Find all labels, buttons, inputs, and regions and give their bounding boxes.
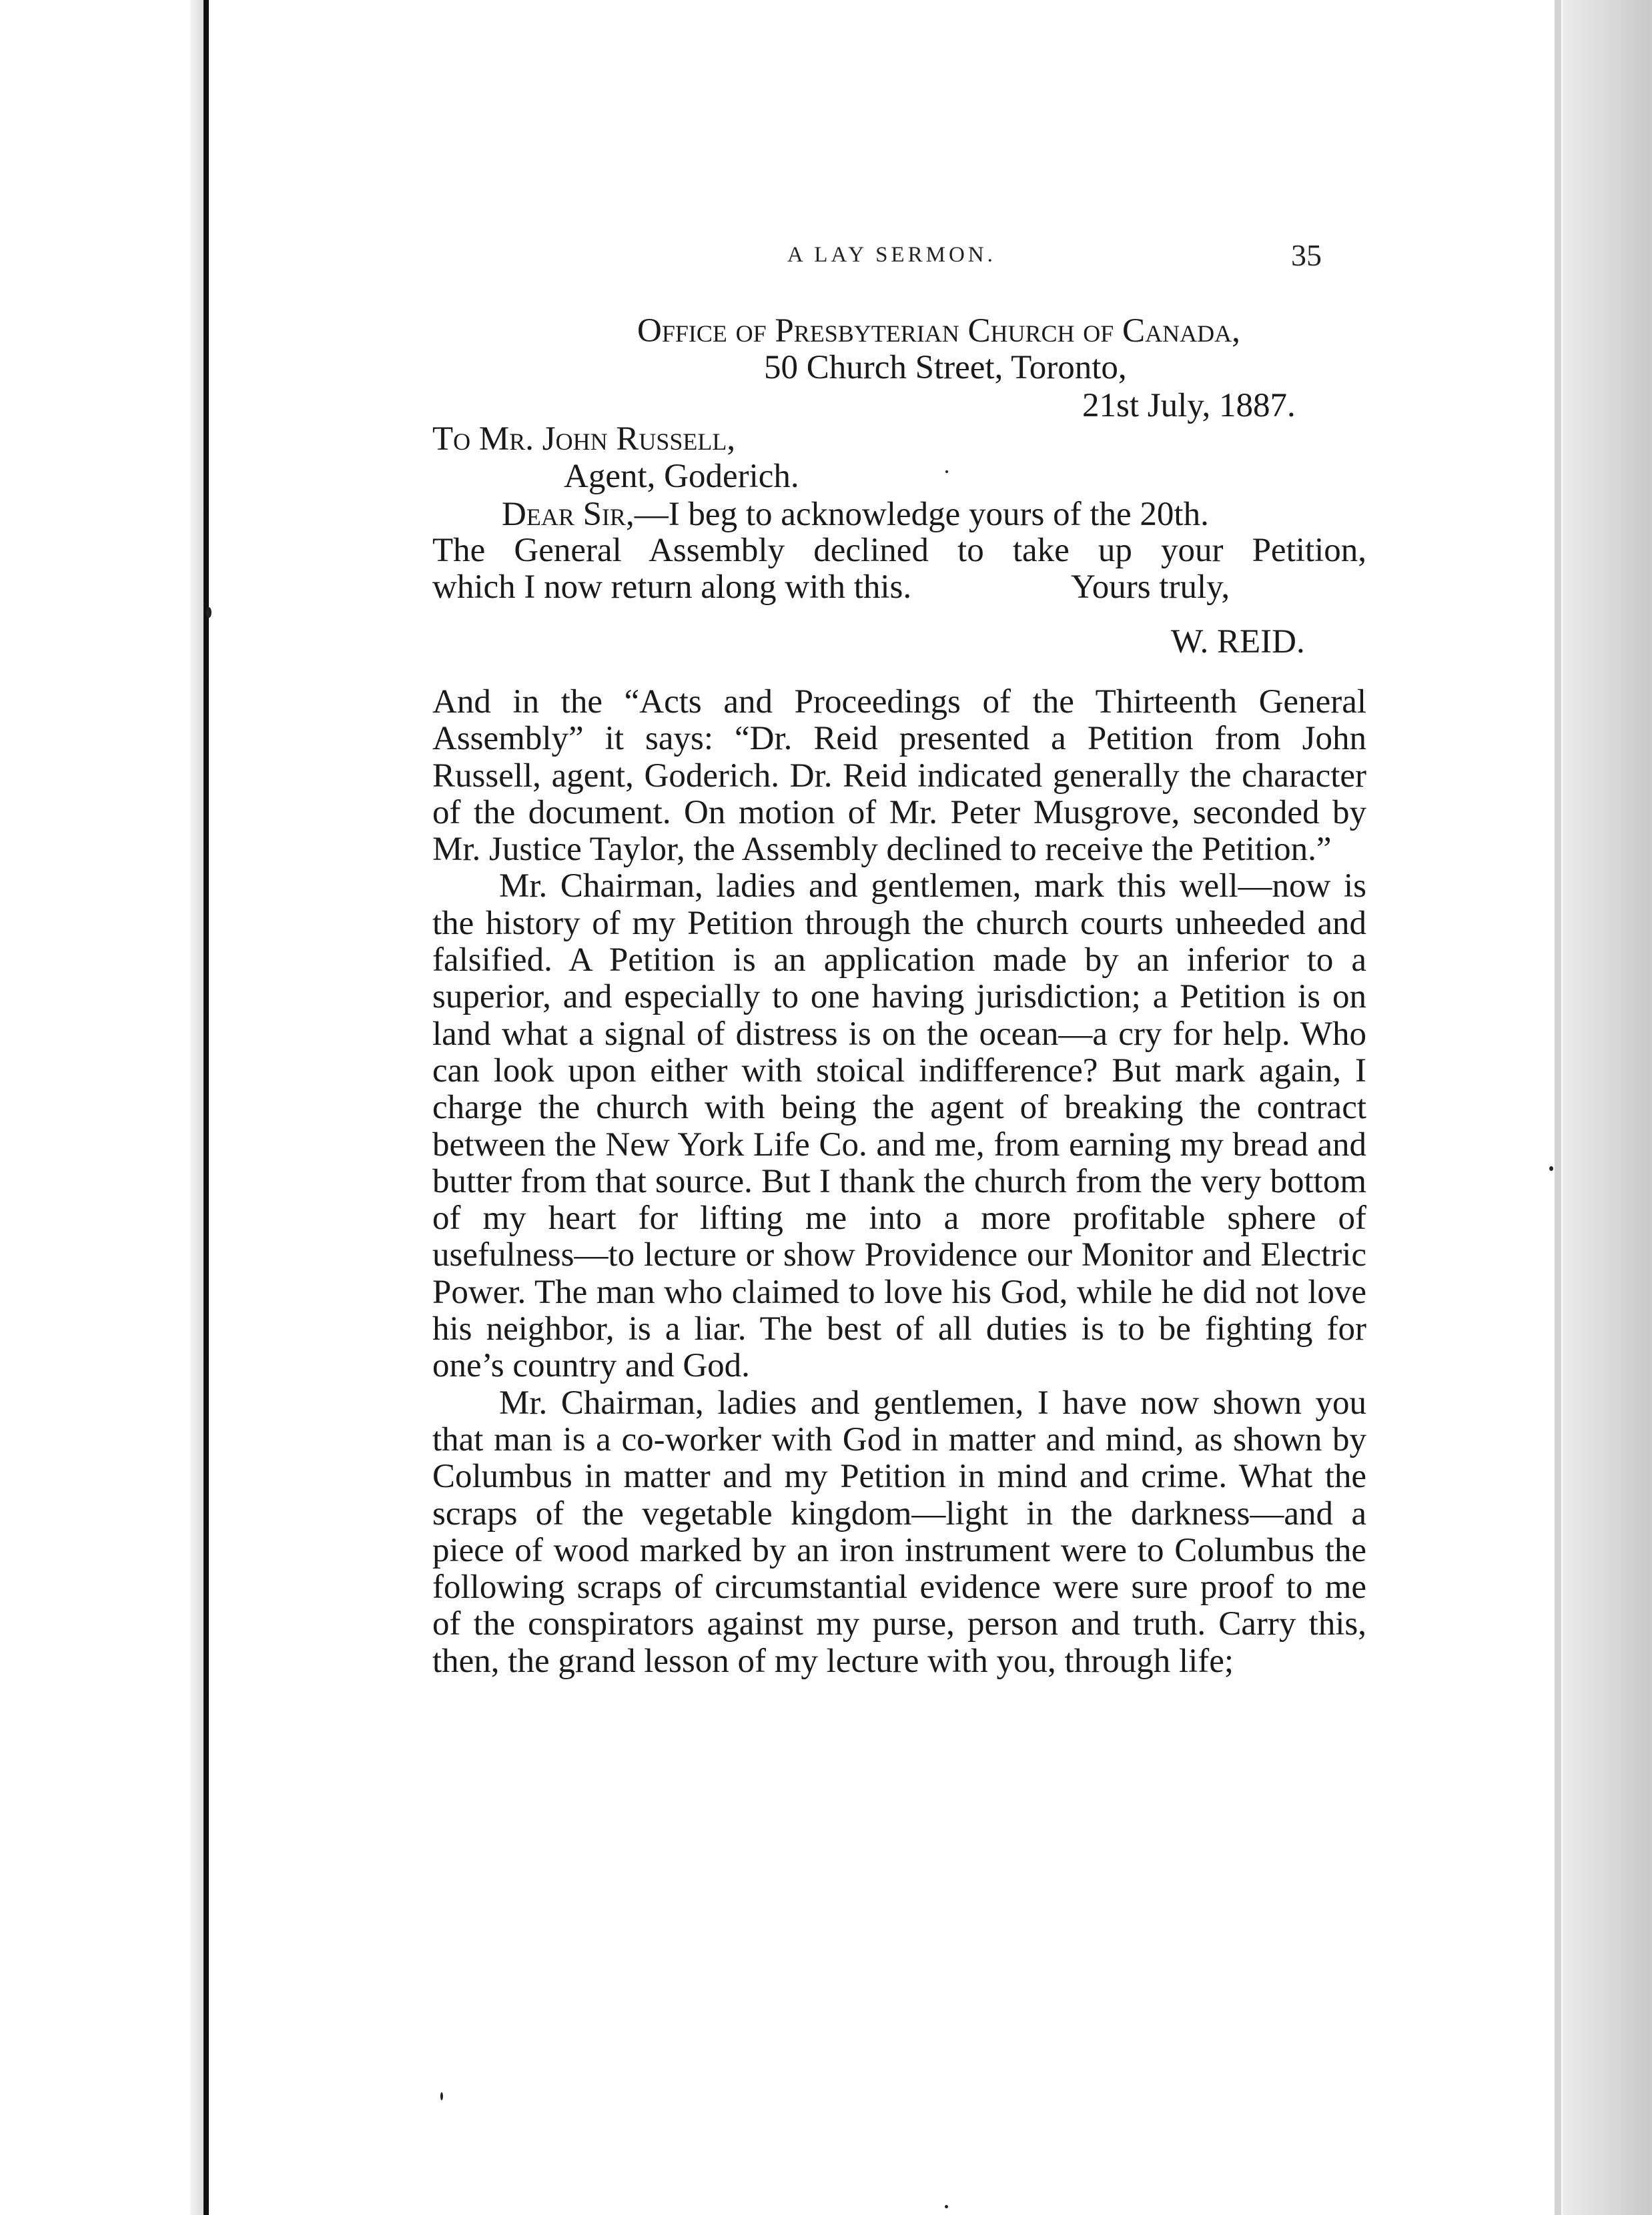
paragraph-3: Mr. Chairman, ladies and gentlemen, I have now shown you that man is a co-worker with God in matter and mind, as shown by Columbus in matter and my Petition in mind and crime. What the scraps of the vegetable kingdom—light in the darkness—and a piece of wood marked by an iron instrument were to Columbus the following scraps of circumstantial evidence were sure proof to me of the conspirators against my purse, person and truth. Carry this, then, the grand lesson of my lecture with you, through life; [432, 1384, 1366, 1680]
letter-closing: Yours truly, [1071, 568, 1230, 606]
book-spine-edge [203, 0, 209, 2215]
page-number: 35 [1291, 238, 1322, 272]
letter-recipient-line: To Mr. John Russell, [432, 420, 736, 458]
page-speck [945, 2205, 948, 2208]
page-right-edge [1555, 0, 1561, 2215]
letter-body-text-1: —I beg to acknowledge yours of the 20th. [634, 496, 1209, 533]
letter-address-line: 50 Church Street, Toronto, [764, 349, 1127, 386]
spine-shadow [190, 0, 203, 2215]
page-right-shadow [1563, 0, 1652, 2215]
letter-date-line: 21st July, 1887. [1082, 387, 1296, 424]
letter-body-line-2: The General Assembly declined to take up your Petition, [432, 532, 1366, 569]
page-speck [440, 2092, 443, 2100]
letter-office-line: Office of Presbyterian Church of Canada, [637, 312, 1240, 350]
letter-signature: W. REID. [1171, 623, 1305, 660]
letter-body-line-1 [502, 494, 1209, 534]
paragraph-2: Mr. Chairman, ladies and gentlemen, mark this well—now is the history of my Petition through the church courts unheeded and falsified. A Petition is an application made by an inferior to a superior, and especially to one having jurisdiction; a Petition is on land what a signal of distress is on the ocean—a cry for help. Who can look upon either with stoical indifference? But mark again, I charge the church with being the agent of breaking the contract between the New York Life Co. and me, from earning my bread and butter from that source. But I thank the church from the very bottom of my heart for lifting me into a more profitable sphere of usefulness—to lecture or show Providence our Monitor and Electric Power. The man who claimed to love his God, while he did not love his neighbor, is a liar. The best of all duties is to be fighting for one’s country and God. [432, 867, 1366, 1385]
page-speck [945, 470, 948, 473]
facing-page [0, 0, 190, 2215]
body-text [432, 684, 1366, 1680]
running-head: A LAY SERMON. [787, 243, 996, 267]
letter-salutation: Dear Sir, [502, 496, 635, 533]
letter-recipient-role: Agent, Goderich. [564, 458, 799, 495]
paragraph-1: And in the “Acts and Proceedings of the Thirteenth General Assembly” it says: “Dr. Reid presented a Petition from John Russell, agent, Goderich. Dr. Reid indicated generally the character of the document. On motion of Mr. Peter Musgrove, seconded by Mr. Justice Taylor, the Assembly declined to receive the Petition.” [432, 683, 1366, 869]
letter-body-line-3: which I now return along with this. [432, 568, 912, 606]
page-speck [1549, 1166, 1553, 1171]
page-speck [206, 607, 212, 618]
